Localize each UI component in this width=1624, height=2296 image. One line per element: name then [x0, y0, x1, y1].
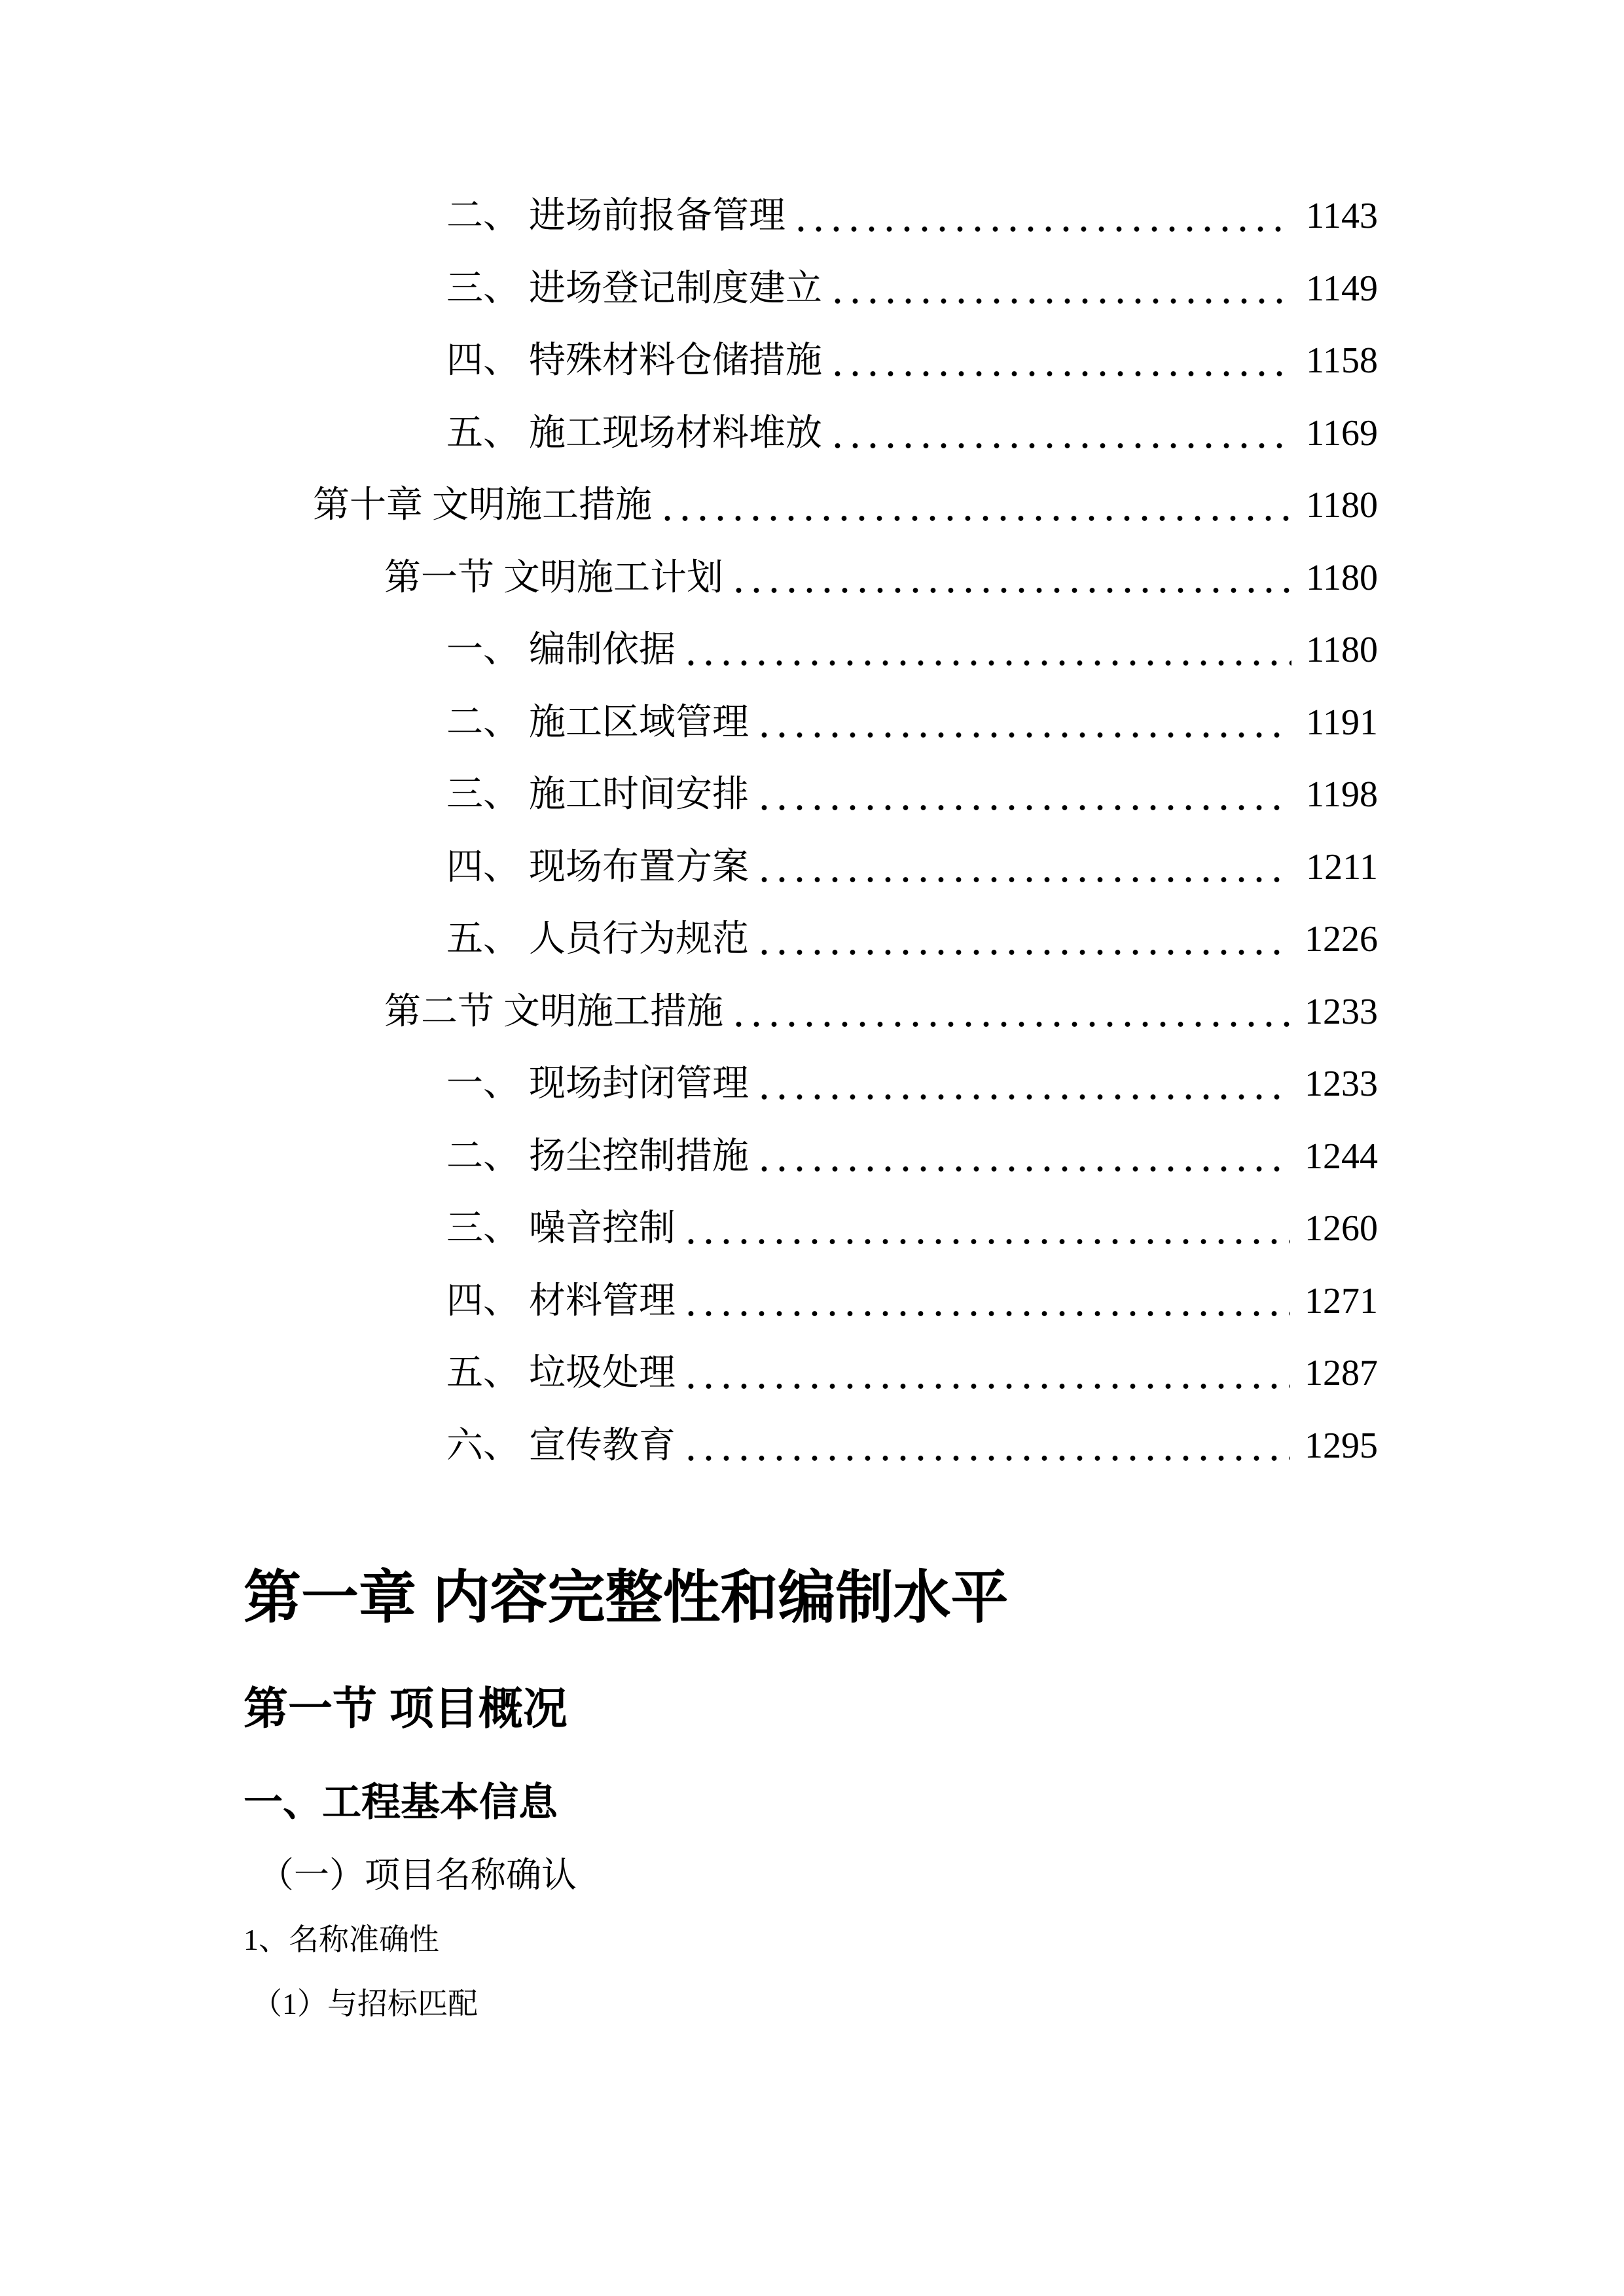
toc-dot-leader [730, 586, 1291, 594]
toc-entry-title: 四、 材料管理 [446, 1280, 676, 1321]
toc-page-number: 1143 [1306, 196, 1378, 236]
toc-entry-title: 第一节 文明施工计划 [384, 557, 723, 598]
toc-dot-leader [829, 297, 1291, 305]
toc-entry-title: 三、 噪音控制 [446, 1208, 676, 1249]
toc-entry-title: 四、 特殊材料仓储措施 [446, 340, 822, 381]
toc-page-number: 1180 [1306, 630, 1378, 670]
toc-entry-title: 二、 施工区域管理 [446, 702, 749, 743]
toc-row [0, 253, 1624, 325]
toc-row [0, 397, 1624, 470]
toc-entry-title: 第十章 文明施工措施 [313, 485, 652, 526]
toc-dot-leader [755, 1165, 1290, 1173]
toc-entry-title: 三、 施工时间安排 [446, 774, 749, 815]
toc-entry-title: 一、 现场封闭管理 [446, 1064, 749, 1104]
toc-page-number: 1233 [1305, 991, 1378, 1032]
body-line-numbered-paren-arabic: （1）与招标匹配 [252, 1987, 478, 2020]
toc-row [0, 1337, 1624, 1410]
toc [0, 180, 1624, 1482]
toc-dot-leader [682, 659, 1291, 667]
toc-page-number: 1158 [1306, 340, 1378, 381]
toc-dot-leader [682, 1310, 1290, 1318]
toc-entry-title: 一、 编制依据 [446, 630, 676, 670]
toc-row [0, 1193, 1624, 1265]
toc-page-number: 1149 [1306, 268, 1378, 309]
toc-entry-title: 四、 现场布置方案 [446, 846, 749, 888]
toc-page-number: 1169 [1306, 412, 1378, 454]
toc-dot-leader [682, 1382, 1290, 1390]
toc-dot-leader [755, 948, 1290, 956]
toc-row [0, 1265, 1624, 1338]
toc-entry-title: 五、 施工现场材料堆放 [446, 412, 822, 454]
toc-row [0, 542, 1624, 615]
toc-row [0, 325, 1624, 397]
chapter-heading: 第一章 内容完整性和编制水平 [244, 1565, 1009, 1630]
toc-row [0, 469, 1624, 542]
toc-row [0, 759, 1624, 831]
toc-dot-leader [829, 442, 1291, 450]
toc-row [0, 687, 1624, 759]
toc-page-number: 1271 [1305, 1280, 1378, 1321]
toc-row [0, 1410, 1624, 1482]
toc-dot-leader [792, 225, 1291, 233]
toc-entry-title: 五、 垃圾处理 [446, 1353, 676, 1393]
toc-page-number: 1180 [1306, 557, 1378, 598]
toc-dot-leader [682, 1454, 1290, 1462]
toc-row [0, 614, 1624, 687]
toc-entry-title: 三、 进场登记制度建立 [446, 268, 822, 309]
toc-row [0, 180, 1624, 253]
toc-page-number: 1191 [1306, 702, 1378, 743]
toc-page-number: 1180 [1306, 485, 1378, 526]
toc-page-number: 1244 [1305, 1136, 1378, 1177]
toc-dot-leader [730, 1020, 1290, 1028]
toc-dot-leader [755, 876, 1291, 884]
toc-row [0, 976, 1624, 1049]
toc-dot-leader [755, 731, 1291, 739]
toc-entry-title: 六、 宣传教育 [446, 1425, 676, 1466]
subsection-heading: 一、工程基本信息 [244, 1780, 558, 1824]
toc-page-number: 1198 [1306, 774, 1378, 815]
body-line-numbered-paren-cn: （一）项目名称确认 [259, 1856, 577, 1895]
toc-entry-title: 二、 进场前报备管理 [446, 196, 785, 236]
toc-page-number: 1211 [1306, 846, 1378, 888]
section-heading: 第一节 项目概况 [244, 1684, 568, 1734]
toc-page-number: 1295 [1305, 1425, 1378, 1466]
toc-row [0, 831, 1624, 904]
toc-page-number: 1226 [1305, 919, 1378, 960]
toc-dot-leader [755, 804, 1291, 812]
toc-page-number: 1260 [1305, 1208, 1378, 1249]
body-line-numbered-arabic: 1、名称准确性 [244, 1923, 439, 1956]
toc-row [0, 1048, 1624, 1121]
toc-dot-leader [829, 370, 1291, 378]
toc-page-number: 1287 [1305, 1353, 1378, 1393]
toc-dot-leader [659, 514, 1291, 522]
toc-entry-title: 第二节 文明施工措施 [384, 991, 723, 1032]
toc-entry-title: 五、 人员行为规范 [446, 919, 749, 960]
toc-row [0, 903, 1624, 976]
toc-page-number: 1233 [1305, 1064, 1378, 1104]
toc-dot-leader [755, 1093, 1290, 1101]
toc-entry-title: 二、 扬尘控制措施 [446, 1136, 749, 1177]
toc-dot-leader [682, 1238, 1290, 1246]
toc-row [0, 1121, 1624, 1193]
